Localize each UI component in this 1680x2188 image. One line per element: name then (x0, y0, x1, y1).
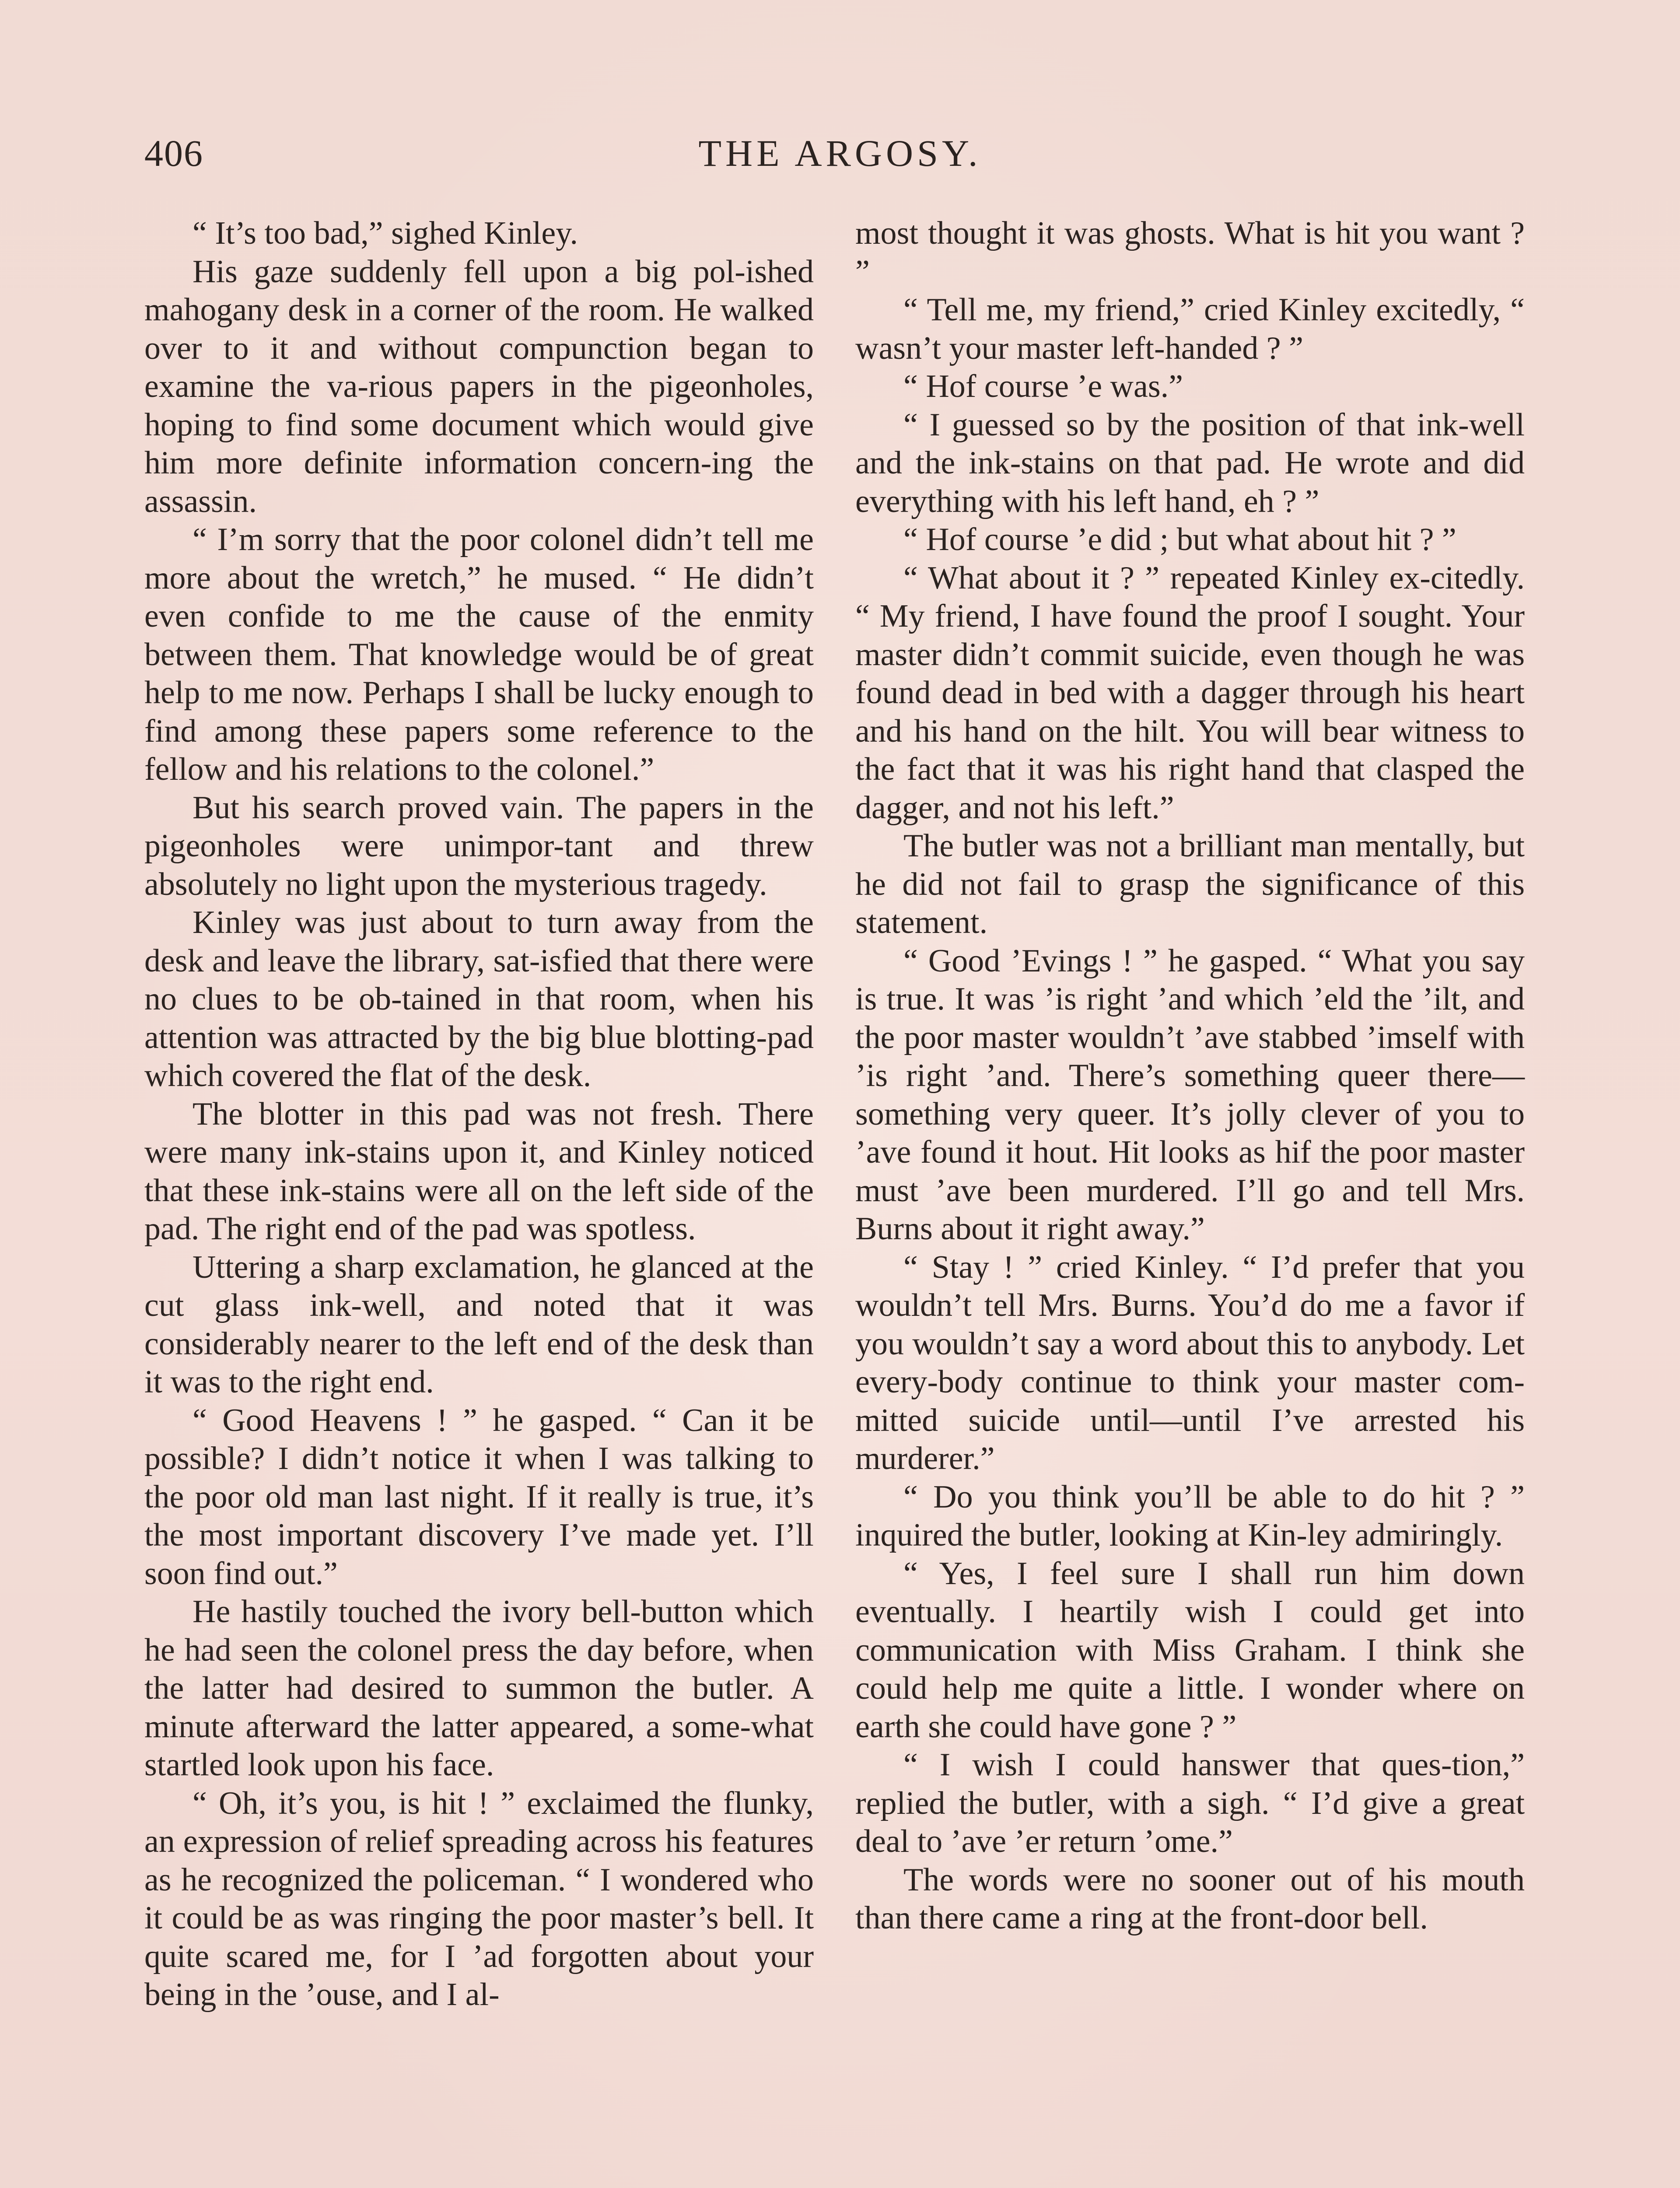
page-number: 406 (144, 132, 203, 174)
paragraph: He hastily touched the ivory bell-button which he had seen the colonel press the day before, when the latter had desired to summon the butler. A minute afterward the latter appeared, a some-what startled look upon his face. (144, 1594, 814, 1783)
paragraph: But his search proved vain. The papers in the pigeonholes were unimpor-tant and threw absolutely no light upon the mysterious tragedy. (144, 789, 814, 902)
left-column (144, 214, 814, 2014)
paragraph: “ I guessed so by the position of that ink-well and the ink-stains on that pad. He wrote and did everything with his left hand, eh ? ” (855, 407, 1525, 519)
paragraph: “ Yes, I feel sure I shall run him down eventually. I heartily wish I could get into communication with Miss Graham. I think she could help me quite a little. I wonder where on earth she could have gone ? ” (855, 1555, 1525, 1745)
paragraph: “ Tell me, my friend,” cried Kinley excitedly, “ wasn’t your master left-handed ? ” (855, 292, 1525, 366)
running-title: THE ARGOSY. (698, 132, 982, 174)
paragraph: “ I’m sorry that the poor colonel didn’t tell me more about the wretch,” he mused. “ He didn’t even confide to me the cause of the enmity between them. That knowledge would be of great help to me now. Perhaps I shall be lucky enough to find among these papers some reference to the fellow and his relations to the colonel.” (144, 522, 814, 787)
paragraph: The words were no sooner out of his mouth than there came a ring at the front-door bell. (855, 1862, 1525, 1936)
paragraph: “ Stay ! ” cried Kinley. “ I’d prefer that you wouldn’t tell Mrs. Burns. You’d do me a favor if you wouldn’t say a word about this to anybody. Let every-body continue to think your master com-mitted suicide until—until I’ve arrested his murderer.” (855, 1249, 1525, 1476)
paragraph: Uttering a sharp exclamation, he glanced at the cut glass ink-well, and noted that it was considerably nearer to the left end of the desk than it was to the right end. (144, 1249, 814, 1400)
page-header (144, 131, 1536, 184)
paragraph: “ It’s too bad,” sighed Kinley. (192, 215, 578, 251)
right-column (855, 214, 1525, 1938)
paragraph: “ Good Heavens ! ” he gasped. “ Can it be possible? I didn’t notice it when I was talking to the poor old man last night. If it really is true, it’s the most important discovery I’ve made yet. I’ll soon find out.” (144, 1402, 814, 1592)
paragraph: The butler was not a brilliant man mentally, but he did not fail to grasp the significance of this statement. (855, 828, 1525, 940)
paragraph: “ Do you think you’ll be able to do hit ? ” inquired the butler, looking at Kin-ley admiringly. (855, 1479, 1525, 1553)
paragraph: Kinley was just about to turn away from the desk and leave the library, sat-isfied that there were no clues to be ob-tained in that room, when his attention was attracted by the big blue blotting-pad which covered the flat of the desk. (144, 905, 814, 1094)
paragraph: His gaze suddenly fell upon a big pol-ished mahogany desk in a corner of the room. He walked over to it and without compunction began to examine the va-rious papers in the pigeonholes, hoping to find some document which would give him more definite information concern-ing the assassin. (144, 253, 814, 519)
paragraph: “ Hof course ’e did ; but what about hit ? ” (903, 522, 1456, 558)
paragraph: “ I wish I could hanswer that ques-tion,” replied the butler, with a sigh. “ I’d give a great deal to ’ave ’er return ’ome.” (855, 1747, 1525, 1859)
paragraph: The blotter in this pad was not fresh. There were many ink-stains upon it, and Kinley noticed that these ink-stains were all on the left side of the pad. The right end of the pad was spotless. (144, 1096, 814, 1247)
paragraph-continued: most thought it was ghosts. What is hit you want ? ” (855, 215, 1525, 290)
paragraph: “ Oh, it’s you, is hit ! ” exclaimed the flunky, an expression of relief spreading across his features as he recognized the policeman. “ I wondered who it could be as was ringing the poor master’s bell. It quite scared me, for I ’ad forgotten about your being in the ’ouse, and I al- (144, 1785, 814, 2013)
paragraph: “ What about it ? ” repeated Kinley ex-citedly. “ My friend, I have found the proof I sought. Your master didn’t commit suicide, even though he was found dead in bed with a dagger through his heart and his hand on the hilt. You will bear witness to the fact that it was his right hand that clasped the dagger, and not his left.” (855, 560, 1525, 826)
paragraph: “ Good ’Evings ! ” he gasped. “ What you say is true. It was ’is right ’and which ’eld the ’ilt, and the poor master wouldn’t ’ave stabbed ’imself with ’is right ’and. There’s something queer there—something very queer. It’s jolly clever of you to ’ave found it hout. Hit looks as hif the poor master must ’ave been murdered. I’ll go and tell Mrs. Burns about it right away.” (855, 943, 1525, 1247)
paragraph: “ Hof course ’e was.” (903, 368, 1183, 404)
